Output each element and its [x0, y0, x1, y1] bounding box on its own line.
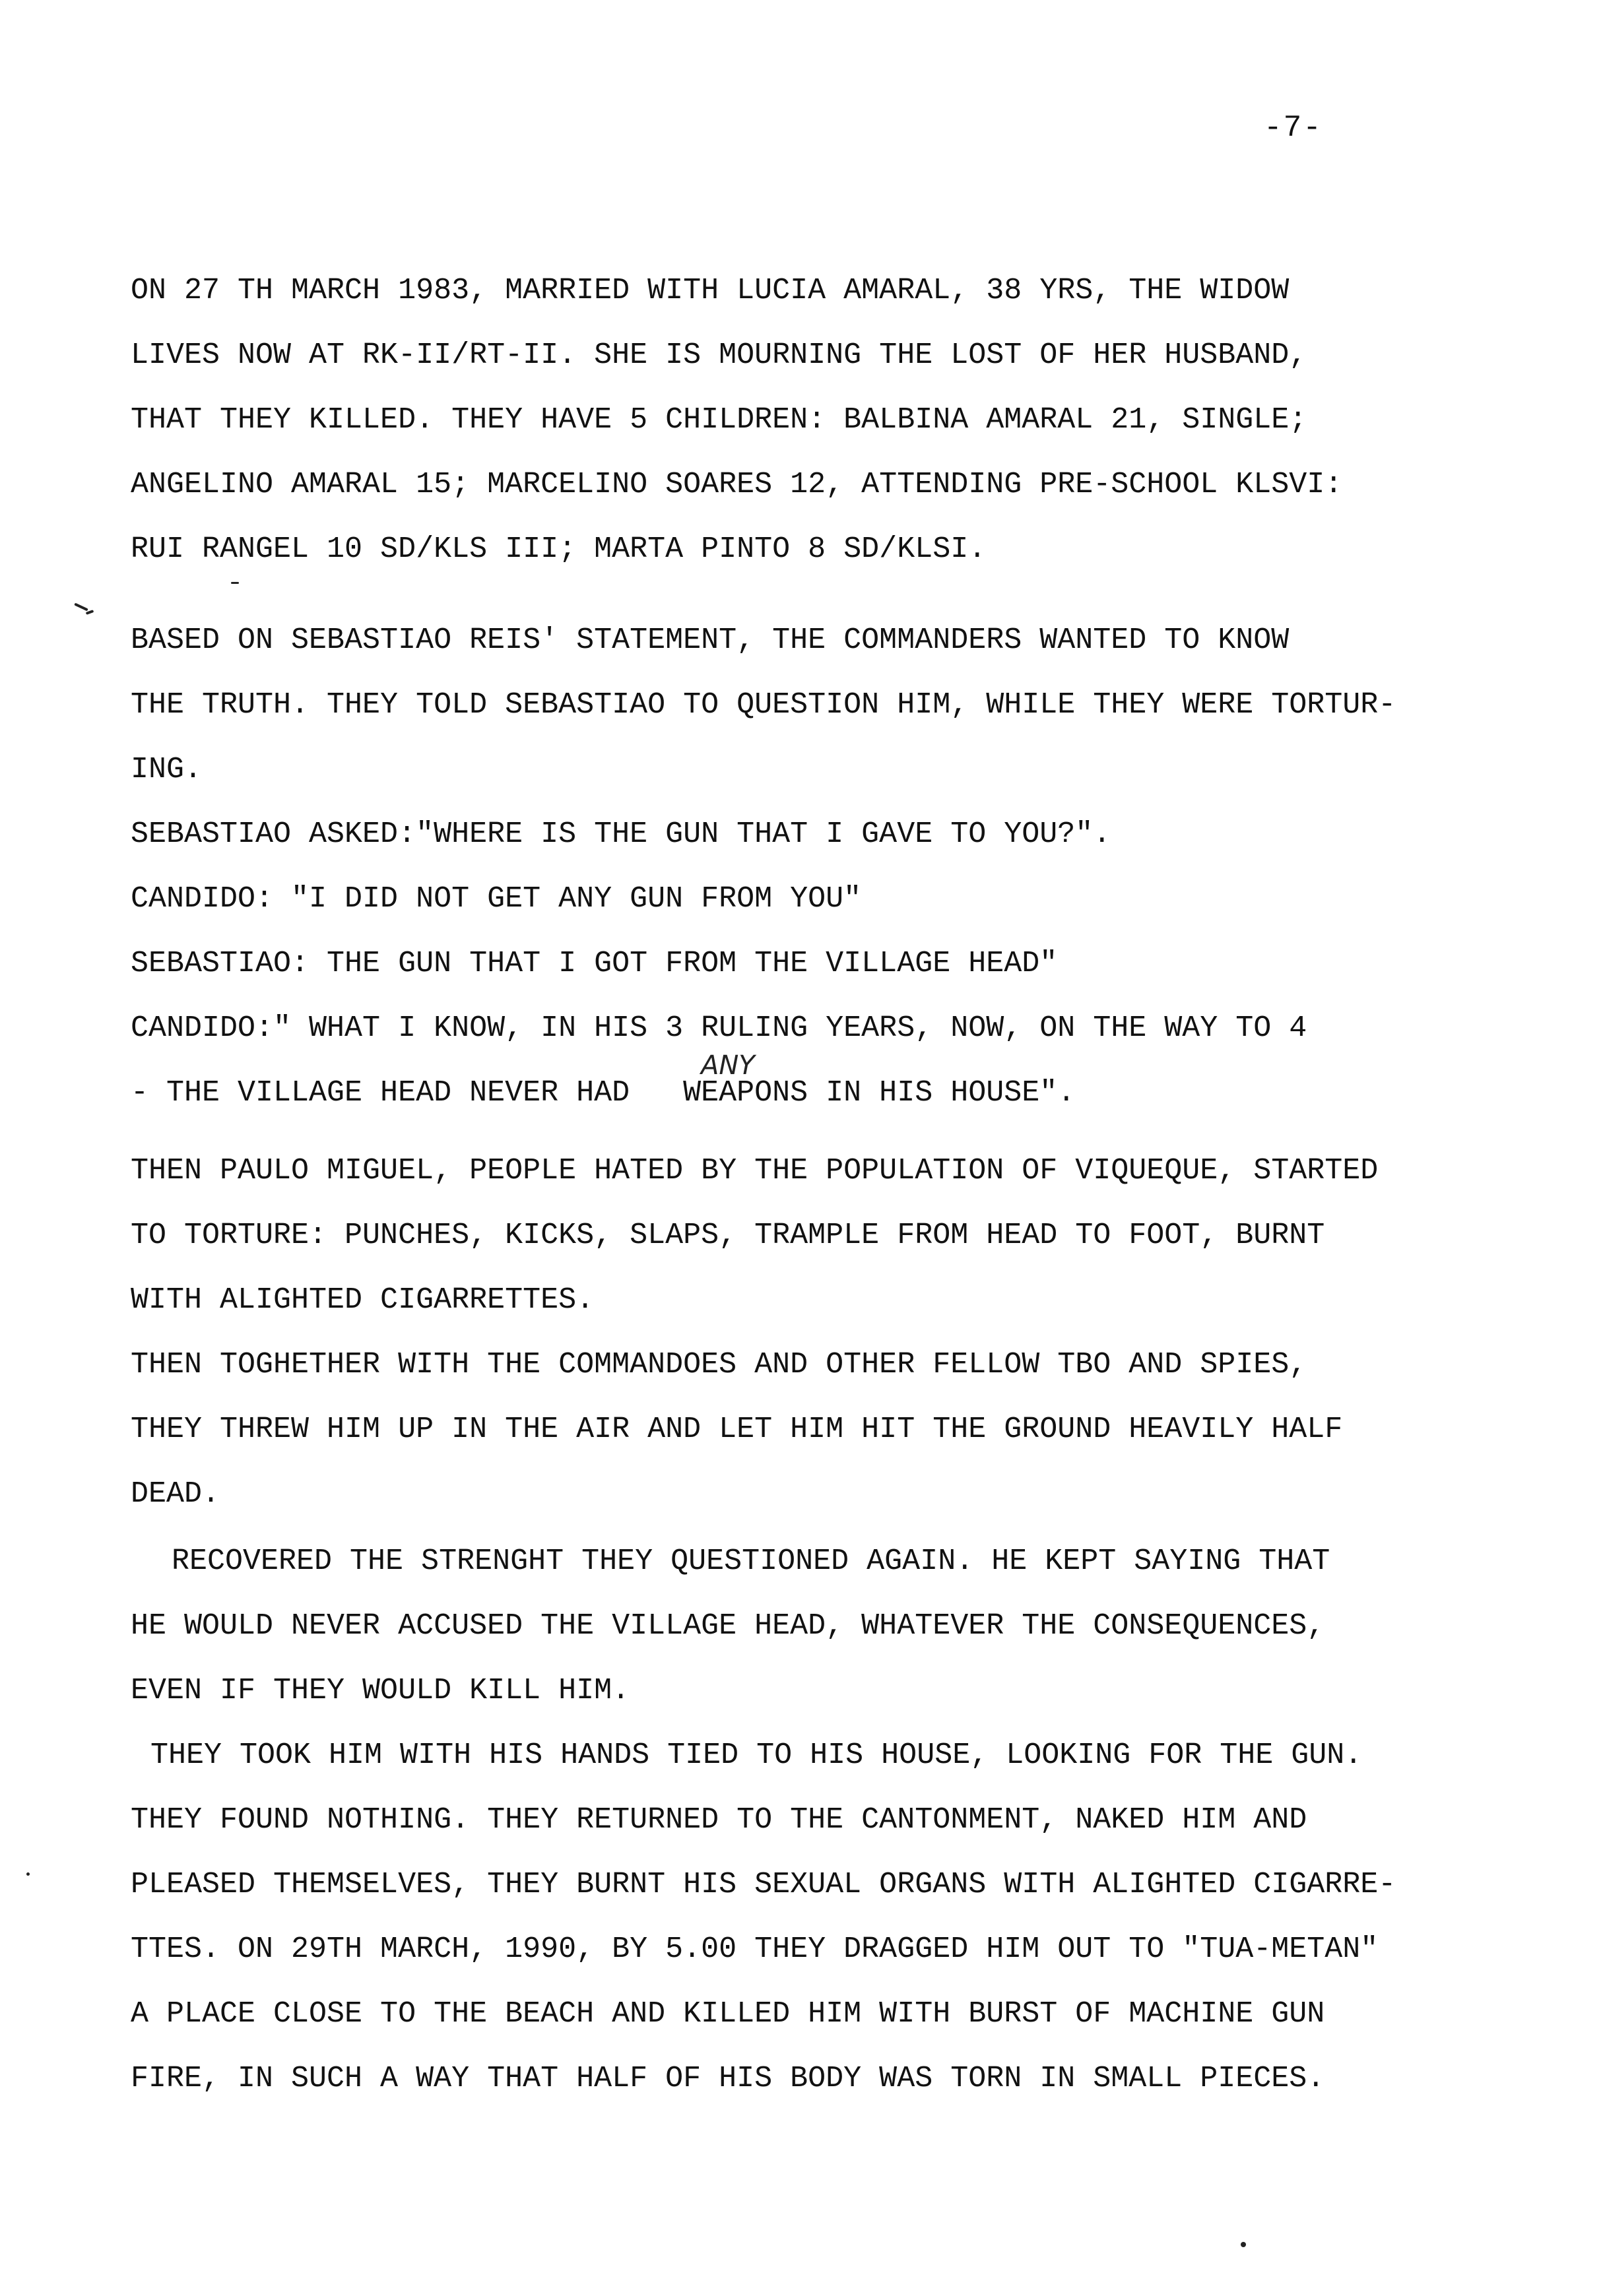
- text-line: FIRE, IN SUCH A WAY THAT HALF OF HIS BODY WAS TORN IN SMALL PIECES.: [131, 2062, 1325, 2095]
- text-line: THEY TOOK HIM WITH HIS HANDS TIED TO HIS HOUSE, LOOKING FOR THE GUN.: [150, 1738, 1363, 1772]
- paragraph: [131, 1139, 1530, 1527]
- scan-mark: [26, 1872, 30, 1876]
- text-line: PLEASED THEMSELVES, THEY BURNT HIS SEXUAL ORGANS WITH ALIGHTED CIGARRE-: [131, 1868, 1396, 1901]
- text-line: RUI RANGEL 10 SD/KLS III; MARTA PINTO 8 SD/KLSI.: [131, 532, 987, 566]
- text-line: THAT THEY KILLED. THEY HAVE 5 CHILDREN: BALBINA AMARAL 21, SINGLE;: [131, 403, 1307, 437]
- text-line: THEY FOUND NOTHING. THEY RETURNED TO THE CANTONMENT, NAKED HIM AND: [131, 1803, 1307, 1837]
- text-line: TTES. ON 29TH MARCH, 1990, BY 5.00 THEY DRAGGED HIM OUT TO "TUA-METAN": [131, 1932, 1379, 1966]
- paragraph: [131, 259, 1530, 582]
- text-line: TO TORTURE: PUNCHES, KICKS, SLAPS, TRAMPLE FROM HEAD TO FOOT, BURNT: [131, 1219, 1325, 1252]
- text-line: CANDIDO: "I DID NOT GET ANY GUN FROM YOU": [131, 882, 862, 916]
- text-line: DEAD.: [131, 1477, 220, 1511]
- paragraph: [131, 1723, 1530, 2111]
- text-line: LIVES NOW AT RK-II/RT-II. SHE IS MOURNING THE LOST OF HER HUSBAND,: [131, 338, 1307, 372]
- text-line: A PLACE CLOSE TO THE BEACH AND KILLED HIM WITH BURST OF MACHINE GUN: [131, 1997, 1325, 2031]
- text-line: THEY THREW HIM UP IN THE AIR AND LET HIM HIT THE GROUND HEAVILY HALF: [131, 1413, 1343, 1446]
- text-line: BASED ON SEBASTIAO REIS' STATEMENT, THE COMMANDERS WANTED TO KNOW: [131, 623, 1290, 657]
- text-line: THEN TOGHETHER WITH THE COMMANDOES AND OTHER FELLOW TBO AND SPIES,: [131, 1348, 1307, 1382]
- text-line: CANDIDO:" WHAT I KNOW, IN HIS 3 RULING YEARS, NOW, ON THE WAY TO 4: [131, 1011, 1307, 1045]
- handwritten-insert: ANY: [701, 1050, 755, 1081]
- text-line: EVEN IF THEY WOULD KILL HIM.: [131, 1674, 630, 1707]
- text-line: - THE VILLAGE HEAD NEVER HAD WEAPONS IN HIS HOUSE".: [131, 1076, 1076, 1110]
- page-number: -7-: [1264, 111, 1323, 145]
- scan-mark: [1241, 2242, 1246, 2247]
- paragraph: [131, 608, 1530, 1126]
- body-text: [131, 259, 1530, 2111]
- text-line: RECOVERED THE STRENGHT THEY QUESTIONED AGAIN. HE KEPT SAYING THAT: [172, 1545, 1330, 1578]
- text-line: SEBASTIAO: THE GUN THAT I GOT FROM THE VILLAGE HEAD": [131, 947, 1058, 980]
- scan-mark: [74, 603, 88, 612]
- text-line: SEBASTIAO ASKED:"WHERE IS THE GUN THAT I GAVE TO YOU?".: [131, 817, 1111, 851]
- paragraph: [131, 1529, 1530, 1723]
- text-line: WITH ALIGHTED CIGARRETTES.: [131, 1283, 595, 1317]
- text-line: ANGELINO AMARAL 15; MARCELINO SOARES 12, ATTENDING PRE-SCHOOL KLSVI:: [131, 468, 1343, 501]
- text-line: ON 27 TH MARCH 1983, MARRIED WITH LUCIA AMARAL, 38 YRS, THE WIDOW: [131, 274, 1290, 307]
- text-line: ING.: [131, 753, 203, 786]
- text-line: THE TRUTH. THEY TOLD SEBASTIAO TO QUESTION HIM, WHILE THEY WERE TORTUR-: [131, 688, 1396, 722]
- text-line: HE WOULD NEVER ACCUSED THE VILLAGE HEAD, WHATEVER THE CONSEQUENCES,: [131, 1609, 1325, 1643]
- text-line: THEN PAULO MIGUEL, PEOPLE HATED BY THE POPULATION OF VIQUEQUE, STARTED: [131, 1154, 1379, 1188]
